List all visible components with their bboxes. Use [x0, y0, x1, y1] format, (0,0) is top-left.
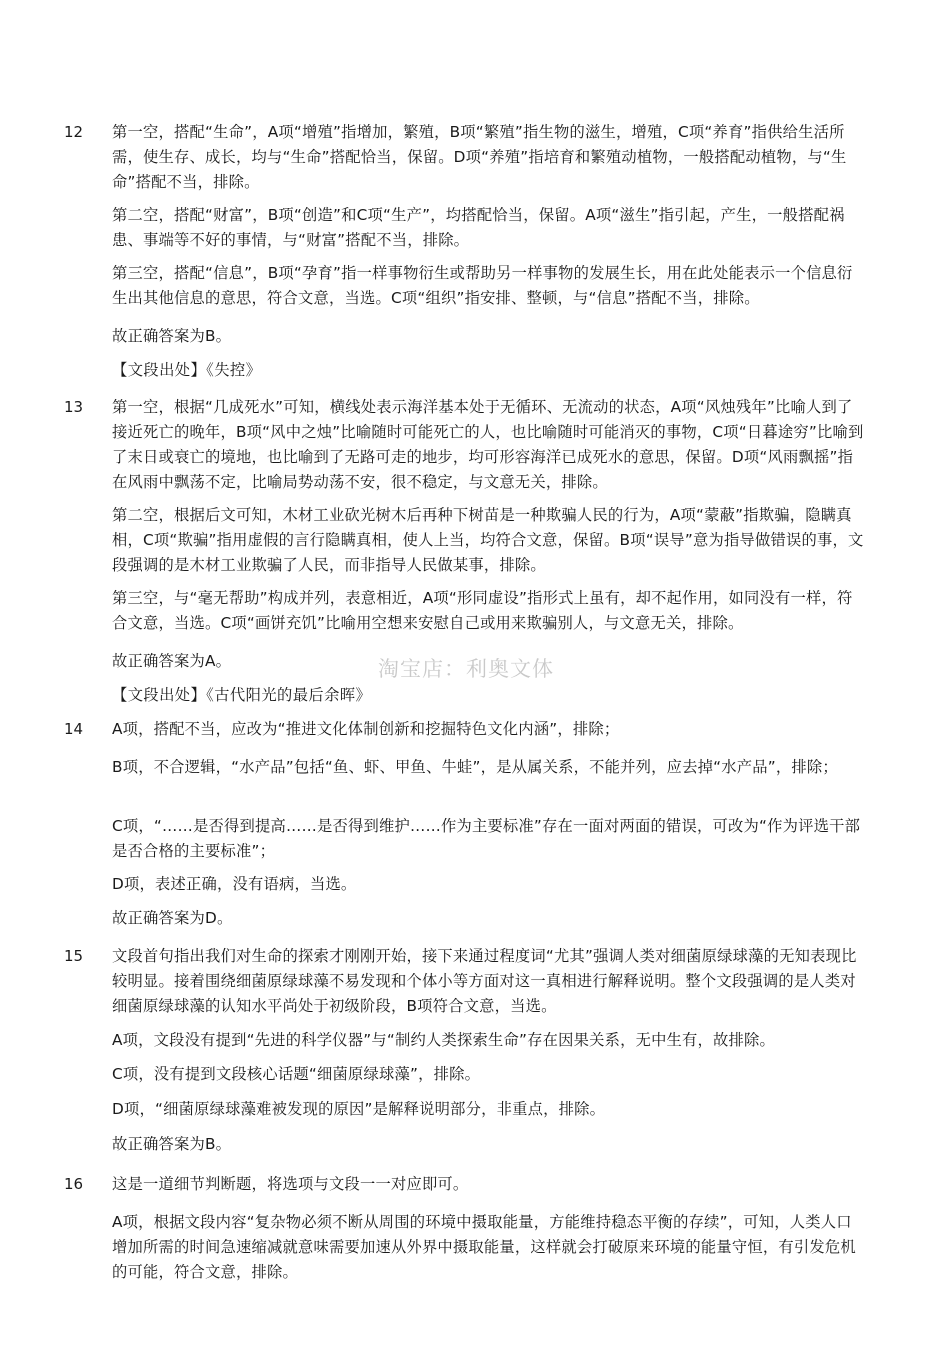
explanation-paragraph: A项，搭配不当，应改为“推进文化体制创新和挖掘特色文化内涵”，排除； [112, 720, 620, 738]
question-number: 14 [64, 720, 84, 738]
source-citation: 【文段出处】《古代阳光的最后余晖》 [112, 686, 372, 704]
question-number: 16 [64, 1175, 84, 1193]
explanation-paragraph: A项，文段没有提到“先进的科学仪器”与“制约人类探索生命”存在因果关系，无中生有，故排除。 [112, 1031, 776, 1049]
question-number: 15 [64, 947, 84, 965]
explanation-paragraph: B项，不合逻辑，“水产品”包括“鱼、虾、甲鱼、牛蛙”，是从属关系，不能并列，应去掉“水产品”，排除； [112, 758, 838, 776]
explanation-paragraph: C项，“……是否得到提高……是否得到维护……作为主要标准”存在一面对两面的错误，可改为“作为评选干部是否合格的主要标准”； [112, 817, 861, 860]
question-number: 12 [64, 123, 84, 141]
explanation-paragraph: 第二空，根据后文可知，木材工业砍光树木后再种下树苗是一种欺骗人民的行为，A项“蒙蔽”指欺骗，隐瞒真相，C项“欺骗”指用虚假的言行隐瞒真相，使人上当，均符合文意，保留。B项“误导”意为指导做错误的事，文段强调的是木材工业欺骗了人民，而非指导人民做某事，排除。 [112, 506, 864, 574]
explanation-paragraph: 这是一道细节判断题，将选项与文段一一对应即可。 [112, 1175, 469, 1193]
answer-conclusion: 故正确答案为B。 [112, 1135, 232, 1153]
question-number: 13 [64, 398, 84, 416]
explanation-paragraph: A项，根据文段内容“复杂物必须不断从周围的环境中摄取能量，方能维持稳态平衡的存续”，可知，人类人口增加所需的时间急速缩减就意味需要加速从外界中摄取能量，这样就会打破原来环境的能量守恒，有引发危机的可能，符合文意，排除。 [112, 1213, 856, 1281]
source-citation: 【文段出处】《失控》 [112, 361, 262, 379]
explanation-paragraph: 第二空，搭配“财富”，B项“创造”和C项“生产”，均搭配恰当，保留。A项“滋生”指引起，产生，一般搭配祸患、事端等不好的事情，与“财富”搭配不当，排除。 [112, 206, 845, 249]
explanation-paragraph: D项，“细菌原绿球藻难被发现的原因”是解释说明部分，非重点，排除。 [112, 1100, 606, 1118]
answer-conclusion: 故正确答案为B。 [112, 327, 232, 345]
answer-conclusion: 故正确答案为D。 [112, 909, 233, 927]
explanation-paragraph: 第一空，根据“几成死水”可知，横线处表示海洋基本处于无循环、无流动的状态，A项“风烛残年”比喻人到了接近死亡的晚年，B项“风中之烛”比喻随时可能死亡的人，也比喻随时可能消灭的事物，C项“日暮途穷”比喻到了末日或衰亡的境地，也比喻到了无路可走的地步，均可形容海洋已成死水的意思，保留。D项“风雨飘摇”指在风雨中飘荡不定，比喻局势动荡不安，很不稳定，与文意无关，排除。 [112, 398, 864, 491]
watermark-text: 淘宝店：利奥文体 [378, 657, 554, 681]
explanation-paragraph: 文段首句指出我们对生命的探索才刚刚开始，接下来通过程度词“尤其”强调人类对细菌原绿球藻的无知表现比较明显。接着围绕细菌原绿球藻不易发现和个体小等方面对这一真相进行解释说明。整个文段强调的是人类对细菌原绿球藻的认知水平尚处于初级阶段，B项符合文意，当选。 [112, 947, 857, 1015]
explanation-paragraph: 第三空，与“毫无帮助”构成并列，表意相近，A项“形同虚设”指形式上虽有，却不起作用，如同没有一样，符合文意，当选。C项“画饼充饥”比喻用空想来安慰自己或用来欺骗别人，与文意无关，排除。 [112, 589, 853, 632]
answer-conclusion: 故正确答案为A。 [112, 652, 232, 670]
explanation-paragraph: 第一空，搭配“生命”，A项“增殖”指增加，繁殖，B项“繁殖”指生物的滋生，增殖，C项“养育”指供给生活所需，使生存、成长，均与“生命”搭配恰当，保留。D项“养殖”指培育和繁殖动植物，一般搭配动植物，与“生命”搭配不当，排除。 [112, 123, 847, 191]
explanation-paragraph: D项，表述正确，没有语病，当选。 [112, 875, 357, 893]
explanation-paragraph: 第三空，搭配“信息”，B项“孕育”指一样事物衍生或帮助另一样事物的发展生长，用在此处能表示一个信息衍生出其他信息的意思，符合文意，当选。C项“组织”指安排、整顿，与“信息”搭配不当，排除。 [112, 264, 853, 307]
explanation-paragraph: C项，没有提到文段核心话题“细菌原绿球藻”，排除。 [112, 1065, 481, 1083]
